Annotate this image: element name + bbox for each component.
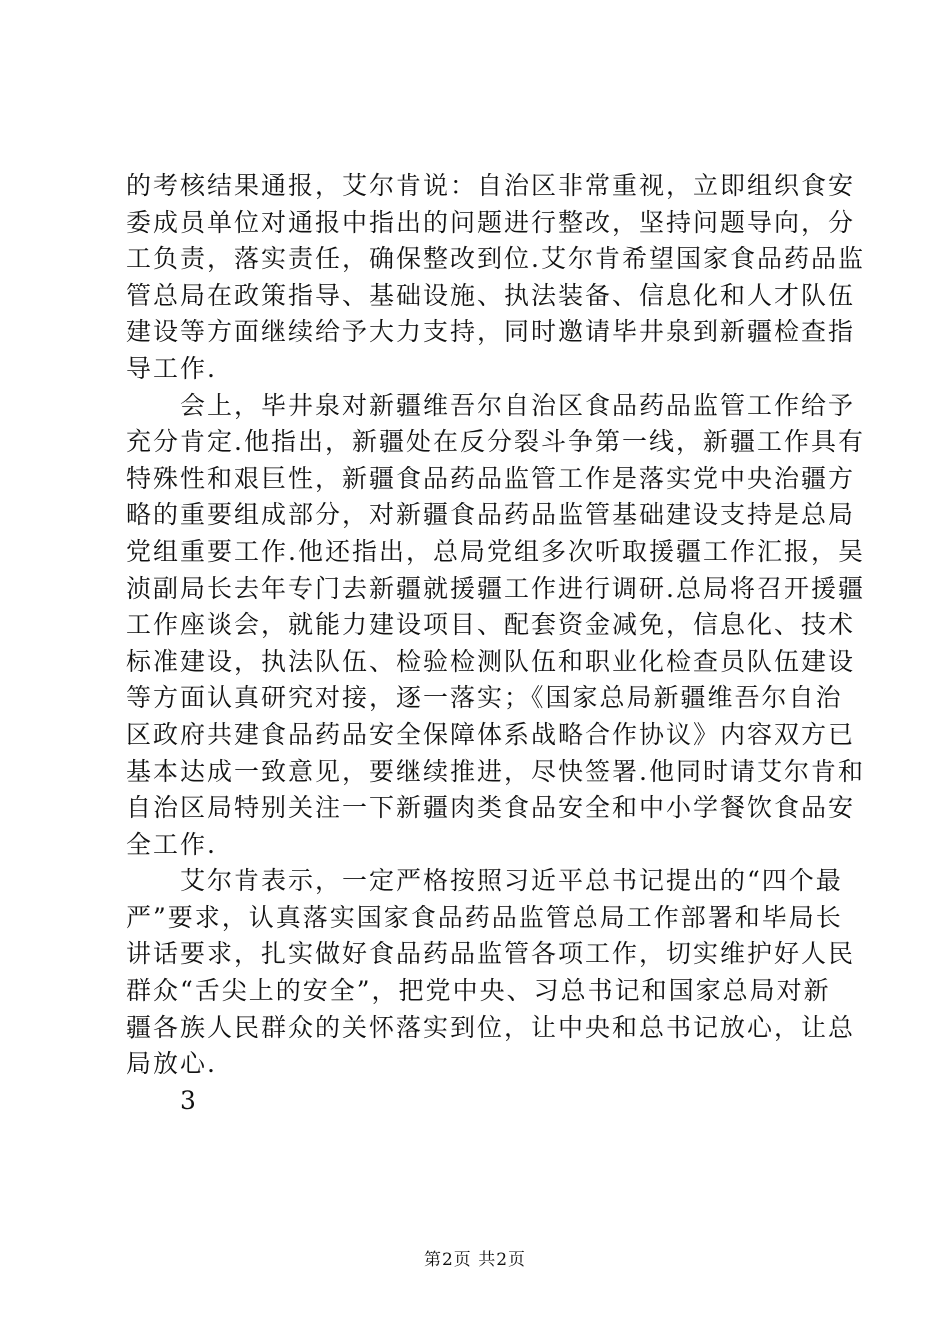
text-line: 标准建设，执法队伍、检验检测队伍和职业化检查员队伍建设: [126, 646, 856, 676]
text-line: 工作座谈会，就能力建设项目、配套资金减免，信息化、技术: [126, 610, 856, 640]
text-line: 严”要求，认真落实国家食品药品监管总局工作部署和毕局长: [126, 902, 843, 932]
text-line: 群众“舌尖上的安全”，把党中央、习总书记和国家总局对新: [126, 976, 831, 1006]
text-line: 工负责，落实责任，确保整改到位.艾尔肯希望国家食品药品监: [126, 244, 865, 274]
text-line: 略的重要组成部分，对新疆食品药品监管基础建设支持是总局: [126, 500, 856, 530]
text-line: 建设等方面继续给予大力支持，同时邀请毕井泉到新疆检查指: [126, 317, 856, 347]
text-line: 特殊性和艰巨性，新疆食品药品监管工作是落实党中央治疆方: [126, 463, 856, 493]
text-line: 基本达成一致意见，要继续推进，尽快签署.他同时请艾尔肯和: [126, 756, 865, 786]
text-line: 等方面认真研究对接，逐一落实；《国家总局新疆维吾尔自治: [126, 683, 843, 713]
body-text: [126, 168, 865, 1119]
text-line: 充分肯定.他指出，新疆处在反分裂斗争第一线，新疆工作具有: [126, 427, 865, 457]
text-line: 讲话要求，扎实做好食品药品监管各项工作，切实维护好人民: [126, 939, 856, 969]
text-line: 管总局在政策指导、基础设施、执法装备、信息化和人才队伍: [126, 280, 856, 310]
text-line: 的考核结果通报，艾尔肯说：自治区非常重视，立即组织食安: [126, 171, 856, 200]
text-line: 浈副局长去年专门去新疆就援疆工作进行调研.总局将召开援疆: [126, 573, 865, 603]
text-line: 全工作.: [126, 829, 217, 859]
text-line: 党组重要工作.他还指出，总局党组多次听取援疆工作汇报，吴: [126, 536, 865, 566]
text-line: 自治区局特别关注一下新疆肉类食品安全和中小学餐饮食品安: [126, 793, 856, 823]
text-line: 导工作.: [126, 353, 217, 383]
text-line: 局放心.: [126, 1049, 217, 1079]
page-marker: 3: [180, 1085, 198, 1115]
paragraph-start-line: 艾尔肯表示，一定严格按照习近平总书记提出的“四个最: [180, 866, 843, 896]
paragraph-start-line: 会上，毕井泉对新疆维吾尔自治区食品药品监管工作给予: [180, 390, 856, 420]
page-footer: 第2页 共2页: [423, 1250, 527, 1270]
text-line: 区政府共建食品药品安全保障体系战略合作协议》内容双方已: [126, 719, 856, 749]
text-line: 委成员单位对通报中指出的问题进行整改，坚持问题导向，分: [126, 207, 856, 237]
text-line: 疆各族人民群众的关怀落实到位，让中央和总书记放心，让总: [126, 1012, 856, 1042]
